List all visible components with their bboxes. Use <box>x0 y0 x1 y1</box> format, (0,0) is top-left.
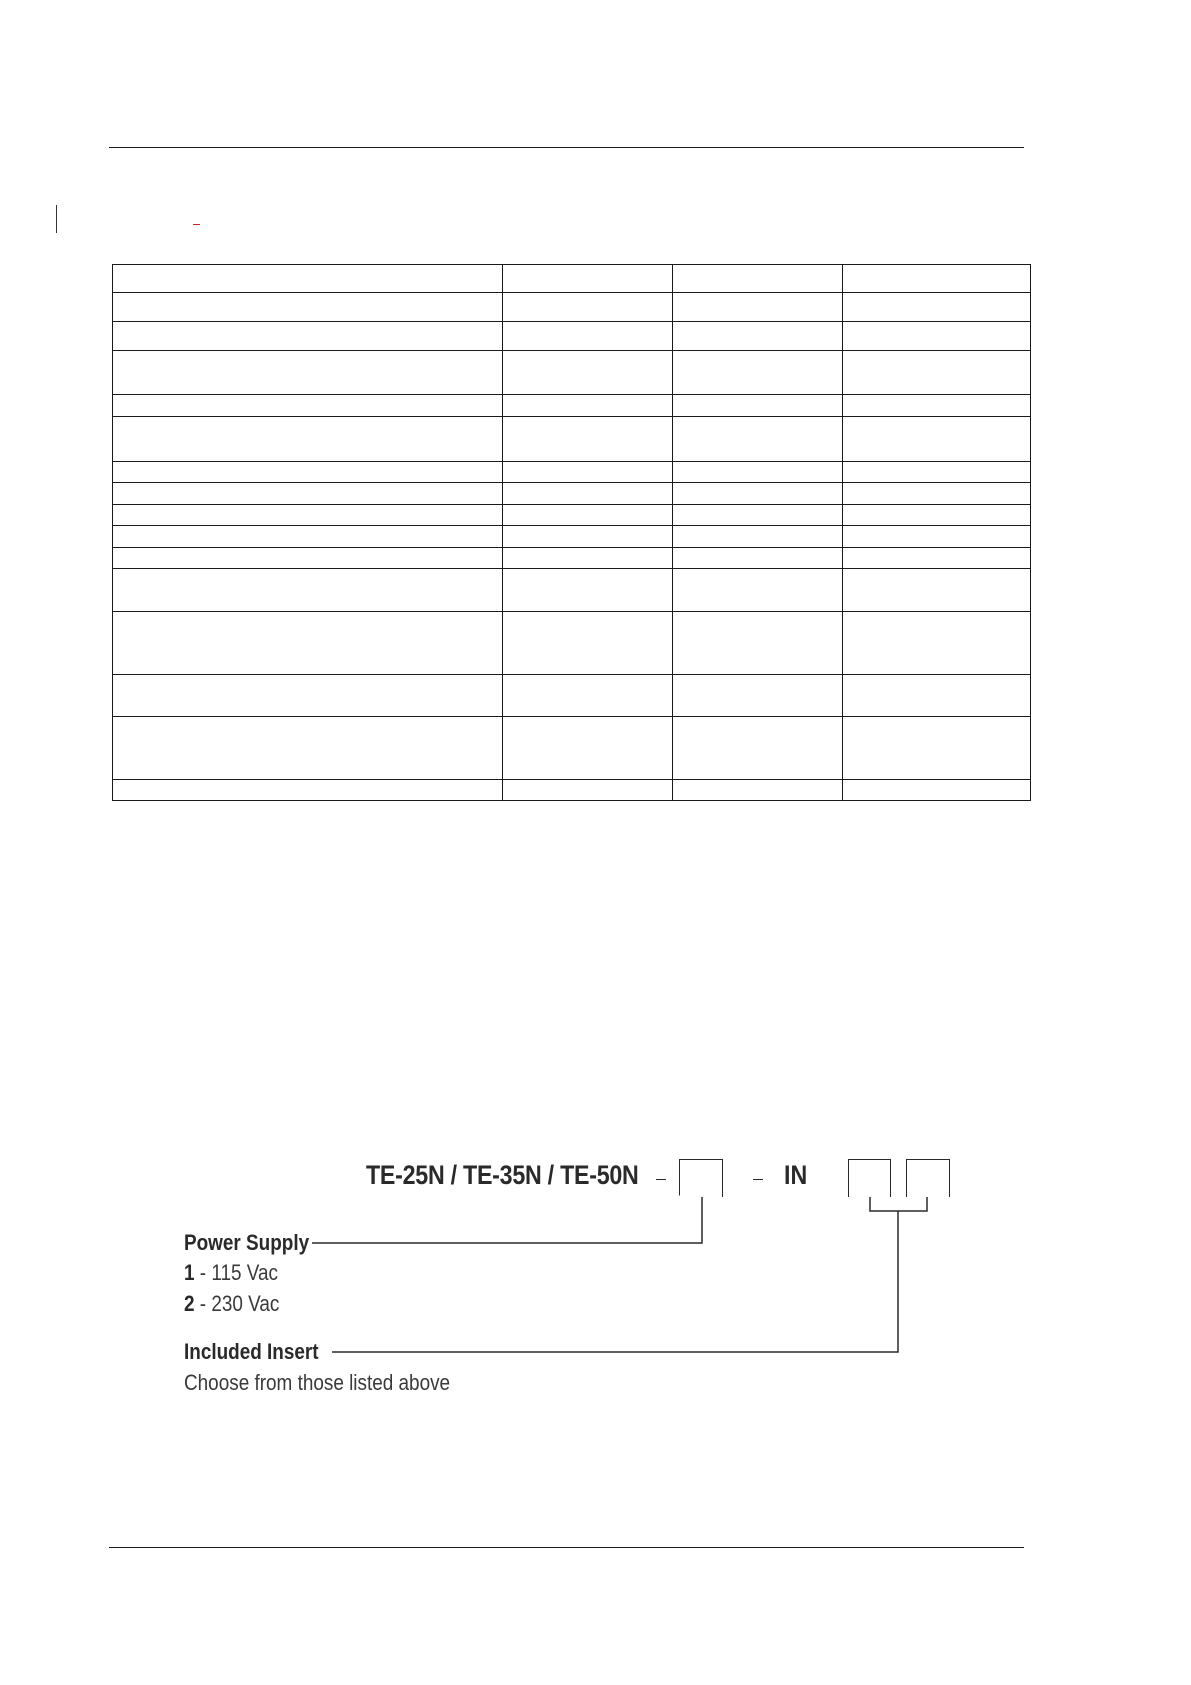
table-cell <box>843 483 1031 505</box>
table-row <box>113 717 1031 780</box>
table-cell <box>673 548 843 569</box>
table-cell <box>503 717 673 780</box>
table-cell <box>843 462 1031 483</box>
table-cell <box>113 265 503 293</box>
table-cell <box>843 612 1031 675</box>
table-cell <box>843 780 1031 801</box>
included-insert-note: Choose from those listed above <box>184 1370 451 1395</box>
table-cell <box>113 612 503 675</box>
table-cell <box>843 395 1031 417</box>
table-cell <box>673 395 843 417</box>
insert-prefix: IN <box>784 1160 808 1190</box>
table-cell <box>843 717 1031 780</box>
table-cell <box>673 612 843 675</box>
table-cell <box>113 569 503 612</box>
power-option-text: - 230 Vac <box>194 1291 280 1316</box>
power-option-2 <box>184 1291 279 1317</box>
code-separator <box>753 1179 763 1180</box>
table-cell <box>673 417 843 462</box>
table-cell <box>503 526 673 548</box>
table-cell <box>113 483 503 505</box>
table-row <box>113 780 1031 801</box>
table-row <box>113 417 1031 462</box>
table-cell <box>503 675 673 717</box>
table-row <box>113 569 1031 612</box>
table-row <box>113 265 1031 293</box>
table-cell <box>113 717 503 780</box>
table-cell <box>113 675 503 717</box>
table-row <box>113 462 1031 483</box>
specification-table <box>112 264 1031 801</box>
table-cell <box>673 505 843 526</box>
table-cell <box>843 351 1031 395</box>
table-cell <box>503 569 673 612</box>
table-cell <box>503 351 673 395</box>
table-cell <box>673 717 843 780</box>
table-cell <box>503 780 673 801</box>
table-cell <box>673 483 843 505</box>
table-row <box>113 505 1031 526</box>
table-row <box>113 526 1031 548</box>
insert-bracket <box>870 1197 927 1211</box>
table-cell <box>673 526 843 548</box>
power-option-text: - 115 Vac <box>194 1260 278 1285</box>
table-cell <box>113 505 503 526</box>
table-row <box>113 351 1031 395</box>
table-row <box>113 293 1031 322</box>
model-code: TE-25N / TE-35N / TE-50N <box>366 1160 639 1190</box>
table-cell <box>843 569 1031 612</box>
revision-mark <box>193 224 200 225</box>
table-cell <box>673 322 843 351</box>
table-cell <box>113 351 503 395</box>
insert-slot-1 <box>848 1159 891 1197</box>
table-cell <box>503 483 673 505</box>
table-cell <box>503 417 673 462</box>
included-insert-heading: Included Insert <box>184 1339 319 1364</box>
power-supply-heading: Power Supply <box>184 1230 310 1255</box>
table-row <box>113 675 1031 717</box>
code-separator <box>656 1179 666 1180</box>
table-cell <box>503 265 673 293</box>
table-cell <box>673 569 843 612</box>
table-cell <box>843 526 1031 548</box>
table-cell <box>503 548 673 569</box>
table-cell <box>673 293 843 322</box>
table-cell <box>843 265 1031 293</box>
footer-rule <box>109 1547 1024 1548</box>
revision-bar <box>56 205 57 233</box>
table-cell <box>113 395 503 417</box>
power-supply-slot <box>679 1159 723 1197</box>
included-insert-leader <box>332 1211 898 1352</box>
table-cell <box>673 462 843 483</box>
table-cell <box>113 417 503 462</box>
table-cell <box>113 322 503 351</box>
power-option-1 <box>184 1260 278 1286</box>
table-cell <box>113 780 503 801</box>
table-cell <box>673 780 843 801</box>
table-cell <box>113 462 503 483</box>
table-cell <box>673 351 843 395</box>
power-supply-leader <box>312 1197 702 1243</box>
table-cell <box>843 417 1031 462</box>
table-cell <box>843 322 1031 351</box>
header-rule <box>109 147 1024 148</box>
insert-slot-2 <box>906 1159 950 1197</box>
table-row <box>113 395 1031 417</box>
power-option-code: 1 <box>184 1260 195 1285</box>
table-cell <box>843 505 1031 526</box>
table-cell <box>673 265 843 293</box>
table-cell <box>503 322 673 351</box>
table-cell <box>503 395 673 417</box>
table-cell <box>503 293 673 322</box>
table-cell <box>503 505 673 526</box>
table-cell <box>843 675 1031 717</box>
table-cell <box>113 293 503 322</box>
table-cell <box>673 675 843 717</box>
table-cell <box>503 612 673 675</box>
table-cell <box>113 526 503 548</box>
table-cell <box>843 293 1031 322</box>
table-cell <box>503 462 673 483</box>
table-cell <box>113 548 503 569</box>
table-row <box>113 548 1031 569</box>
table-cell <box>843 548 1031 569</box>
power-option-code: 2 <box>184 1291 195 1316</box>
table-row <box>113 612 1031 675</box>
table-row <box>113 322 1031 351</box>
table-row <box>113 483 1031 505</box>
